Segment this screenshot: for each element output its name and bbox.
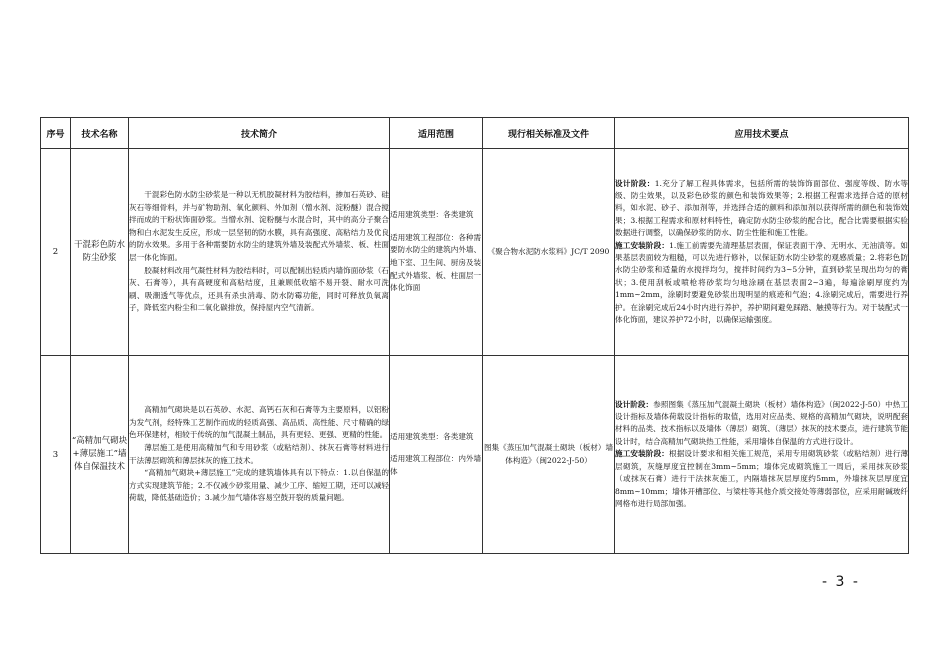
stage-label: 设计阶段： bbox=[615, 178, 655, 188]
stage-text: 1.施工前需要先清理基层表面，保证表面干净、无明水、无油渍等。如果基层表面较为粗糙，可以先进行修补，以保证防水防尘砂浆的观感质量；2.将彩色防水防尘砂浆和适量的水搅拌均匀，搅拌时间约为3~5分钟，直到砂浆呈现出均匀的膏状；3.使用刮板或喷枪将砂浆均匀地涂刷在基层表面2~3遍，每遍涂刷厚度约为1mm~2mm，涂刷时要避免砂浆出现明显的痕迹和气泡；4.涂刷完成后，需要进行养护。在涂刷完成后24小时内进行养护，养护期间避免踩踏、触摸等行为。对于装配式一体化饰面，建议养护72小时，以确保运输强度。 bbox=[615, 240, 908, 325]
key-points bbox=[615, 356, 909, 554]
header-intro: 技术简介 bbox=[129, 118, 390, 149]
stage-text: 参照图集《蒸压加气混凝土砌块（板材）墙体构造》（闽2022-J-50）中热工设计指标及墙体荷载设计指标的取值，选用对应品类、规格的高精加气砌块，说明配套材料的品类、技术指标以及墙体（薄层）砌筑、（薄层）抹灰的技术要点，进行建筑节能设计时，结合高精加气砌块热工性能，采用墙体自保温的方式进行设计。 bbox=[615, 399, 908, 446]
scope-building-type: 适用建筑类型：各类建筑 bbox=[390, 210, 474, 220]
stage-label: 施工安装阶段： bbox=[615, 449, 669, 459]
intro-paragraph: 薄层施工是使用高精加气和专用砂浆（或粘结剂）、抹灰石膏等材料进行干法薄层砌筑和薄层抹灰的施工技术。 bbox=[129, 442, 389, 465]
stage-label: 施工安装阶段： bbox=[615, 240, 670, 250]
stage-text: 根据设计要求和相关施工规范，采用专用砌筑砂浆（或粘结剂）进行薄层砌筑，灰缝厚度宜控制在3mm~5mm；墙体完成砌筑施工一周后，采用抹灰砂浆（或抹灰石膏）进行干法抹灰施工，内隔墙抹灰层厚度约5mm，外墙抹灰层厚度宜8mm~10mm；墙体开槽部位、与梁柱等其他介质交接处等薄弱部位，应采用耐碱玻纤网格布进行局部加强。 bbox=[615, 449, 909, 508]
intro-paragraph: 胶凝材料改用气凝性材料为胶结料时，可以配制出轻质内墙饰面砂浆（石灰、石膏等），具有高硬度和高粘结度，且兼顾低收缩不易开裂、耐水可洗刷、吸潮透气等优点，还具有杀虫消毒、防水防霉功能，同时可释放负氧离子，降低室内粉尘和二氧化碳排放，保持屋内空气清新。 bbox=[129, 265, 389, 313]
technology-intro bbox=[129, 149, 390, 356]
row-number: 2 bbox=[41, 149, 71, 356]
header-name: 技术名称 bbox=[71, 118, 129, 149]
scope-building-part: 适用建筑工程部位：内外墙体 bbox=[390, 454, 482, 476]
scope-building-part: 适用建筑工程部位：各种需要防水防尘的建筑内外墙、地下室、卫生间、厨房及装配式外墙浆、板、柱面层一体化饰面 bbox=[390, 232, 482, 293]
header-key-points: 应用技术要点 bbox=[615, 118, 909, 149]
standards: 《聚合物水泥防水浆料》JC/T 2090 bbox=[483, 149, 615, 356]
intro-paragraph: “高精加气砌块+薄层施工”完成的建筑墙体具有以下特点：1.以自保温的方式实现建筑节能；2.不仅减少砂浆用量、减少工序、缩短工期，还可以减轻荷载，降低基础造价；3.减少加气墙体容易空鼓开裂的质量问题。 bbox=[129, 468, 389, 503]
application-scope bbox=[390, 149, 483, 356]
construction-stage bbox=[615, 448, 908, 510]
table-row bbox=[41, 356, 909, 554]
technology-name: 干混彩色防水防尘砂浆 bbox=[71, 149, 129, 356]
stage-label: 设计阶段： bbox=[615, 399, 654, 409]
technology-intro bbox=[129, 356, 390, 554]
header-row bbox=[41, 118, 909, 149]
construction-stage bbox=[615, 240, 908, 327]
header-standards: 现行相关标准及文件 bbox=[483, 118, 615, 149]
key-points bbox=[615, 149, 909, 356]
stage-text: 1.充分了解工程具体需求，包括所需的装饰饰面部位、强度等级、防水等级、防尘效果，以及彩色砂浆的颜色和装饰效果等；2.根据工程需求选择合适的原材料，如水泥、砂子、添加剂等，并选择合适的颜料和添加剂以获得所需的颜色和装饰效果；3.根据工程需求和原材料特性，确定防水防尘砂浆的配合比，配合比需要根据实验数据进行调整，以确保砂浆的防水、防尘性能和施工性能。 bbox=[615, 178, 908, 238]
scope-building-type: 适用建筑类型：各类建筑 bbox=[390, 431, 474, 441]
page-number: - 3 - bbox=[822, 574, 860, 590]
technology-table bbox=[40, 117, 909, 554]
design-stage bbox=[615, 178, 908, 240]
intro-paragraph: 高精加气砌块是以石英砂、水泥、高钙石灰和石膏等为主要原料，以铝粉为发气剂，经特殊工艺制作而成的轻质高强、高品质、高性能、尺寸精确的绿色环保建材，相较于传统的加气混凝土制品，具有更轻、更强、更精的性能。 bbox=[129, 405, 389, 440]
header-num: 序号 bbox=[41, 118, 71, 149]
application-scope bbox=[390, 356, 483, 554]
design-stage bbox=[615, 399, 908, 449]
intro-paragraph: 干混彩色防水防尘砂浆是一种以无机胶凝材料为胶结料，掺加石英砂、硅灰石等细骨料，并与矿物助剂、氧化颜料、外加剂（憎水剂、淀粉醚）混合搅拌而成的干粉状饰面砂浆。当憎水剂、淀粉醚与水混合时，其中的高分子聚合物和白水泥发生反应，形成一层坚韧的防水膜，具有高强度、高粘结力及优良的防水效果。多用于各种需要防水防尘的建筑外墙及装配式外墙浆、板、柱面层一体化饰面。 bbox=[129, 190, 389, 262]
standards: 图集《蒸压加气混凝土砌块（板材）墙体构造》（闽2022-J-50） bbox=[483, 356, 615, 554]
technology-name: “高精加气砌块+薄层施工”墙体自保温技术 bbox=[71, 356, 129, 554]
table-row bbox=[41, 149, 909, 356]
header-scope: 适用范围 bbox=[390, 118, 483, 149]
row-number: 3 bbox=[41, 356, 71, 554]
